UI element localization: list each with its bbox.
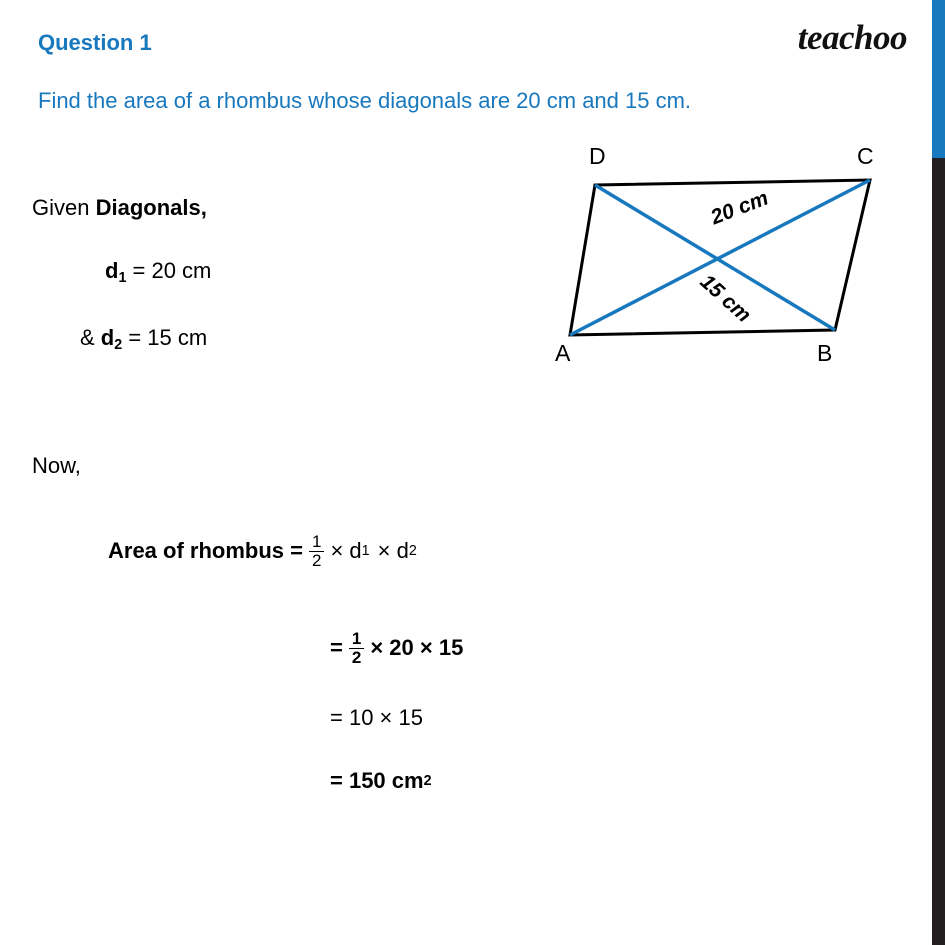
vertex-label-C: C <box>857 143 874 169</box>
rhombus-figure <box>540 145 920 385</box>
fraction-numerator-2: 1 <box>351 629 362 648</box>
fraction-one-half <box>309 533 324 570</box>
d2-value: = 15 cm <box>122 325 208 350</box>
result-exponent: 2 <box>423 773 432 789</box>
result-value: = 150 cm <box>330 768 424 793</box>
area-of-rhombus-label: Area of rhombus = <box>108 538 303 564</box>
vertex-label-D: D <box>589 143 606 169</box>
d2-symbol: d <box>100 325 115 350</box>
vertex-label-A: A <box>555 340 571 366</box>
eq2-lead: = <box>330 635 343 661</box>
vertex-label-B: B <box>817 340 833 366</box>
fraction-numerator: 1 <box>311 532 322 551</box>
teachoo-logo: teachoo <box>797 18 907 57</box>
d1-value: = 20 cm <box>126 258 212 283</box>
question-title: Question 1 <box>38 30 152 55</box>
eq1-tail-b-sub: 2 <box>408 543 417 560</box>
d1-subscript: 1 <box>118 270 127 286</box>
equation-substituted <box>330 630 463 667</box>
d1-line <box>105 258 211 286</box>
given-diagonals-text: Diagonals, <box>95 195 207 220</box>
diagonal-2-dimension-label: 15 cm <box>695 270 756 328</box>
equation-area-formula <box>108 533 417 570</box>
d2-prefix: & <box>80 325 101 350</box>
eq1-tail-a-sub: 1 <box>361 543 370 560</box>
fraction-one-half-2 <box>349 630 364 667</box>
d2-subscript: 2 <box>114 337 123 353</box>
equation-result <box>330 768 432 794</box>
right-edge-blue-bar <box>932 0 945 158</box>
given-line <box>32 195 207 221</box>
question-text: Find the area of a rhombus whose diagonals are 20 cm and 15 cm. <box>38 88 692 113</box>
rhombus-svg <box>540 145 920 385</box>
d1-symbol: d <box>105 258 119 283</box>
now-label: Now, <box>32 453 81 478</box>
fraction-denominator-2: 2 <box>349 648 364 667</box>
eq2-tail: × 20 × 15 <box>370 635 464 661</box>
given-label-text: Given <box>32 195 96 220</box>
eq1-tail-b: × d <box>377 538 409 564</box>
right-edge-dark-bar <box>932 158 945 945</box>
fraction-denominator: 2 <box>309 551 324 570</box>
equation-simplified: = 10 × 15 <box>330 705 423 730</box>
d2-line <box>80 325 207 353</box>
eq1-tail-a: × d <box>330 538 362 564</box>
diagonal-1-dimension-label: 20 cm <box>707 186 772 230</box>
